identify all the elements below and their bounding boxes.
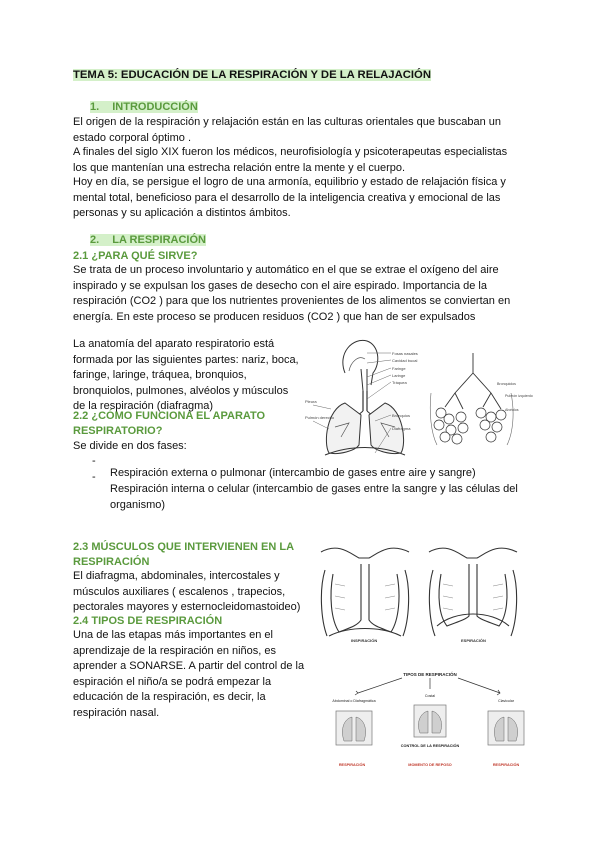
section-2-title: LA RESPIRACIÓN xyxy=(112,234,206,246)
intro-paragraph-1: El origen de la respiración y relajación están en las culturas orientales que buscaban un estado corporal óptimo . xyxy=(73,116,502,144)
document-title: TEMA 5: EDUCACIÓN DE LA RESPIRACIÓN Y DE LA RELAJACIÓN xyxy=(73,69,431,81)
muscles-label-inspiration: INSPIRACIÓN xyxy=(351,638,378,643)
muscles-label-expiration: ESPIRACIÓN xyxy=(461,638,486,643)
phase-item-internal: Respiración interna o celular (intercambio de gases entre la sangre y las células del organismo) xyxy=(110,483,518,511)
section-1-heading xyxy=(90,101,198,113)
anatomy-label-bronchi: Bronquios xyxy=(392,413,411,418)
types-figure-title: TIPOS DE RESPIRACIÓN xyxy=(403,672,457,677)
muscles-text: El diafragma, abdominales, intercostales y músculos auxiliares ( escalenos , trapecios, pectorales mayores y esternocleidomastoideo) xyxy=(73,570,301,613)
respiratory-muscles-figure xyxy=(315,540,525,644)
types-bottom-label-left: RESPIRACIÓN xyxy=(338,763,366,767)
section-1-title: INTRODUCCIÓN xyxy=(112,101,198,113)
anatomy-label-diaphragm: Diafragma xyxy=(392,426,411,431)
types-control-label: CONTROL DE LA RESPIRACIÓN xyxy=(400,744,460,748)
type-label-costal: Costal xyxy=(424,694,436,698)
anatomy-label-nasal: Fosas nasales xyxy=(392,351,418,356)
types-bottom-label-middle: MOMENTO DE REPOSO xyxy=(408,763,452,767)
anatomy-label-pharynx: Faringe xyxy=(392,366,406,371)
anatomy-label-pleura: Pleura xyxy=(305,399,317,404)
types-bottom-label-right: RESPIRACIÓN xyxy=(492,763,520,767)
anatomy-label-right-lung: Pulmón derecho xyxy=(305,415,335,420)
respiratory-anatomy-figure xyxy=(305,333,533,461)
intro-paragraph-3: Hoy en día, se persigue el logro de una armonía, equilibrio y estado de relajación física y mental total, beneficioso para el desarrollo de la inteligencia creativa y emocional de las personas y su aplicación a distintos ámbitos. xyxy=(73,176,506,219)
anatomy-label-trachea: Tráquea xyxy=(392,380,407,385)
anatomy-label-bronchioles: Bronquiolos xyxy=(497,382,516,386)
section-2-heading xyxy=(90,234,206,246)
anatomy-label-larynx: Laringe xyxy=(392,373,406,378)
phases-intro: Se divide en dos fases: xyxy=(73,440,187,452)
anatomy-label-left-lung: Pulmón izquierdo xyxy=(505,394,533,398)
section-1-number: 1. xyxy=(90,101,100,113)
subsection-2-1-heading: 2.1 ¿PARA QUÉ SIRVE? xyxy=(73,250,198,262)
intro-paragraph-2: A finales del siglo XIX fueron los médicos, neurofisiología y psicoterapeutas especialistas los que mantenían una estrecha relación entre la mente y el cuerpo. xyxy=(73,146,508,174)
anatomy-text: La anatomía del aparato respiratorio está formada por las siguientes partes: nariz, boca, faringe, laringe, tráquea, bronquios, bronquiolos, pulmones, alvéolos y músculos de la respiración (diafragma) xyxy=(73,338,299,412)
type-label-abdominal: Abdominal o Diafragmática xyxy=(332,699,376,703)
subsection-2-1-text: Se trata de un proceso involuntario y automático en el que se extrae el oxígeno del aire inspirado y se expulsan los gases de desecho con el aire espirado. Importancia de la respiración (CO2 ) para que los nutrientes provenientes de los alimentos se conviertan en energía. En este proceso se producen residuos (CO2 ) que han de ser expulsados xyxy=(73,264,511,323)
subsection-2-4-heading: 2.4 TIPOS DE RESPIRACIÓN xyxy=(73,615,223,627)
type-label-clavicular: Clavicular xyxy=(498,699,514,703)
types-text: Una de las etapas más importantes en el aprendizaje de la respiración en niños, es aprender a SONARSE. A partir del control de la espiración el niño/a se podrá empezar la educación de la respiración, es decir, la respiración nasal. xyxy=(73,629,305,719)
anatomy-label-alveoli: Alvéolos xyxy=(505,408,519,412)
bullet-dash: - xyxy=(92,455,96,467)
subsection-2-3-heading: 2.3 MÚSCULOS QUE INTERVIENEN EN LA RESPIRACIÓN xyxy=(73,541,294,568)
subsection-2-2-heading: 2.2 ¿CÓMO FUNCIONA EL APARATO RESPIRATORIO? xyxy=(73,410,266,437)
section-2-number: 2. xyxy=(90,234,100,246)
phase-item-external: Respiración externa o pulmonar (intercambio de gases entre aire y sangre) xyxy=(110,467,476,479)
bullet-dash: - xyxy=(92,471,96,483)
anatomy-label-mouth: Cavidad bucal xyxy=(392,358,418,363)
breathing-types-figure xyxy=(330,667,530,773)
